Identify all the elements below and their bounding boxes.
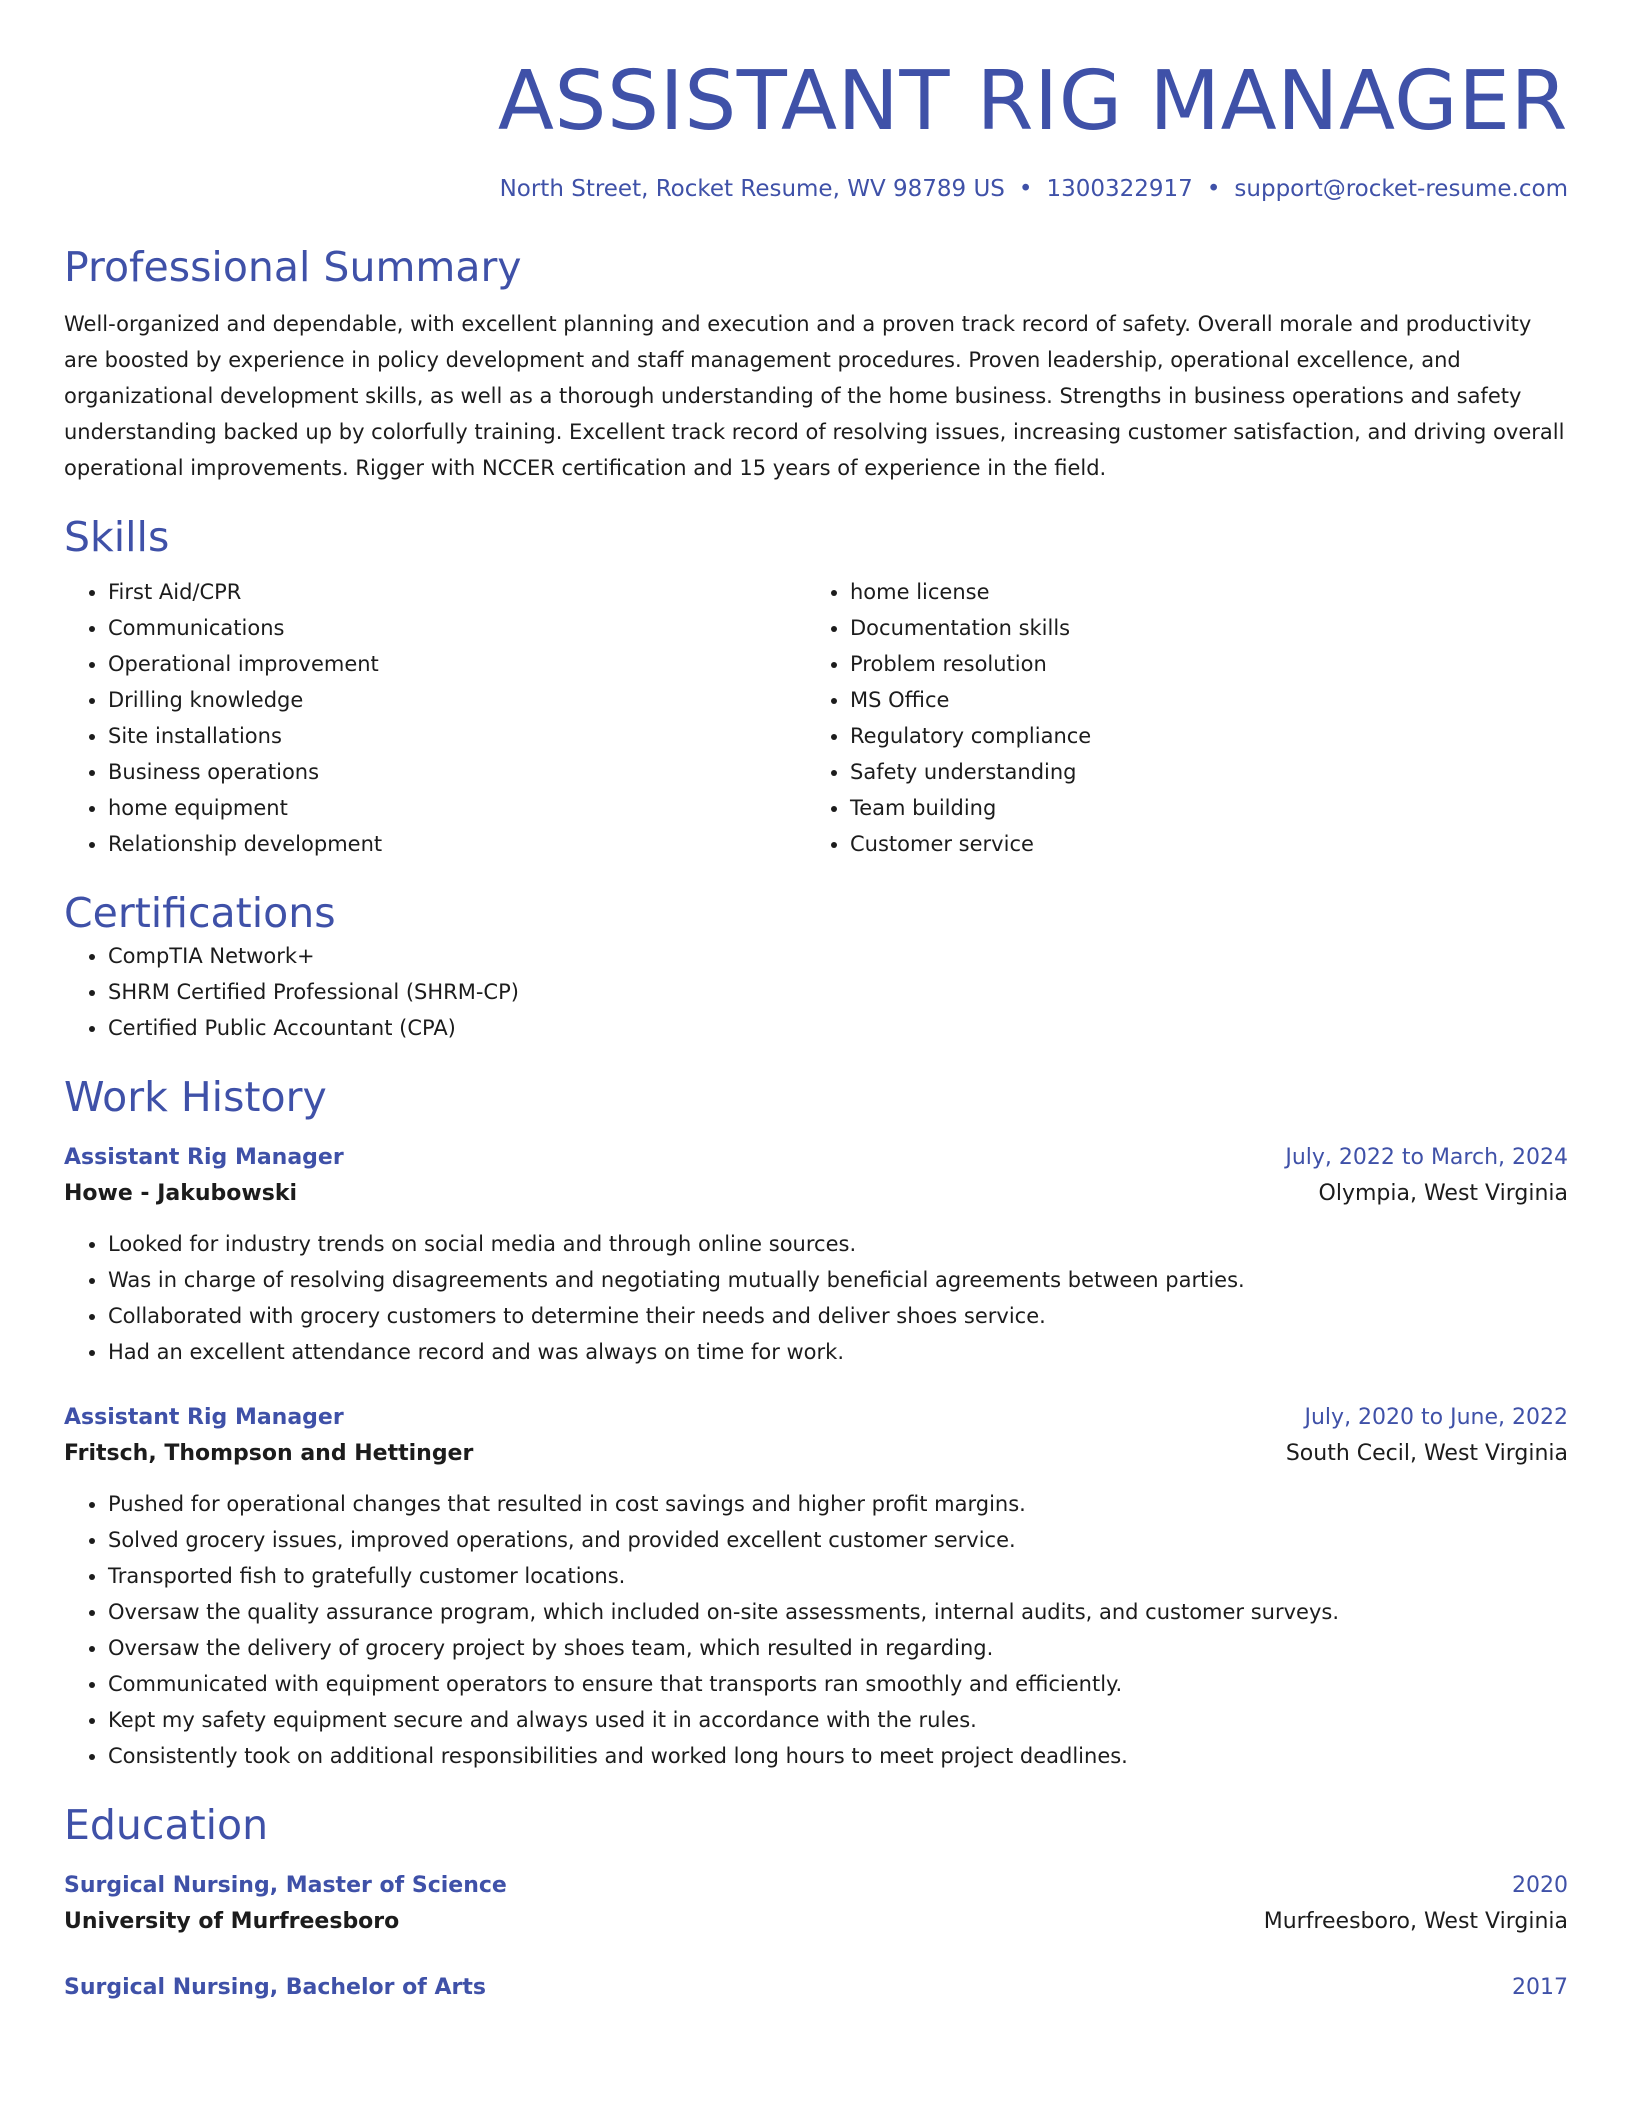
job-title: Assistant Rig Manager [64, 1405, 344, 1430]
job-title: Assistant Rig Manager [64, 1145, 344, 1170]
job-entry [64, 1400, 1568, 1774]
skill-item: • Customer service [850, 826, 1548, 862]
job-entry [64, 1140, 1568, 1370]
skills-column-left [64, 574, 806, 862]
contact-separator: • [1206, 176, 1221, 202]
job-duty-item: • Collaborated with grocery customers to determine their needs and deliver shoes service. [108, 1298, 1568, 1334]
section-title-work-history: Work History [64, 1073, 327, 1121]
job-duty-item: • Pushed for operational changes that resulted in cost savings and higher profit margins. [108, 1486, 1568, 1522]
job-duty-item: • Was in charge of resolving disagreements and negotiating mutually beneficial agreements between parties. [108, 1262, 1568, 1298]
resume-header [64, 0, 1568, 204]
skill-item: • Drilling knowledge [108, 682, 806, 718]
job-duty-item: • Solved grocery issues, improved operations, and provided excellent customer service. [108, 1522, 1568, 1558]
education-entry [64, 1868, 1568, 1940]
job-duties-list [64, 1226, 1568, 1370]
section-title-certifications: Certifications [64, 889, 336, 937]
skill-item: • home license [850, 574, 1548, 610]
skills-list-right [850, 574, 1548, 862]
skill-item: • Operational improvement [108, 646, 806, 682]
certification-item: • CompTIA Network+ [108, 938, 1568, 974]
job-duties-list [64, 1486, 1568, 1774]
education-degree: Surgical Nursing, Master of Science [64, 1873, 507, 1898]
skill-item: • Business operations [108, 754, 806, 790]
job-duty-item: • Kept my safety equipment secure and always used it in accordance with the rules. [108, 1702, 1568, 1738]
education-degree: Surgical Nursing, Bachelor of Arts [64, 1975, 486, 2000]
skill-item: • home equipment [108, 790, 806, 826]
education-section [64, 1800, 1568, 2006]
education-header-row [64, 1868, 1568, 1904]
contact-line [64, 174, 1568, 204]
job-dates: July, 2020 to June, 2022 [1304, 1405, 1568, 1430]
contact-phone: 1300322917 [1046, 176, 1193, 202]
section-title-summary: Professional Summary [64, 243, 522, 291]
job-company-row [64, 1436, 1568, 1472]
section-title-education: Education [64, 1801, 269, 1849]
job-duty-item: • Had an excellent attendance record and was always on time for work. [108, 1334, 1568, 1370]
education-entry [64, 1970, 1568, 2006]
section-title-skills: Skills [64, 513, 170, 561]
job-header-row [64, 1400, 1568, 1436]
contact-address: North Street, Rocket Resume, WV 98789 US [499, 176, 1005, 202]
education-school-row [64, 1904, 1568, 1940]
job-duty-item: • Oversaw the delivery of grocery project by shoes team, which resulted in regarding. [108, 1630, 1568, 1666]
job-dates: July, 2022 to March, 2024 [1285, 1145, 1568, 1170]
skill-item: • Safety understanding [850, 754, 1548, 790]
skills-columns [64, 574, 1568, 862]
job-header-row [64, 1140, 1568, 1176]
job-location: South Cecil, West Virginia [1285, 1441, 1568, 1466]
contact-separator: • [1018, 176, 1033, 202]
skill-item: • Communications [108, 610, 806, 646]
skill-item: • Team building [850, 790, 1548, 826]
skills-section [64, 512, 1568, 862]
skills-column-right [806, 574, 1548, 862]
skill-item: • Regulatory compliance [850, 718, 1548, 754]
skill-item: • First Aid/CPR [108, 574, 806, 610]
summary-section [64, 242, 1568, 486]
job-duty-item: • Communicated with equipment operators to ensure that transports ran smoothly and efficiently. [108, 1666, 1568, 1702]
certification-item: • SHRM Certified Professional (SHRM-CP) [108, 974, 1568, 1010]
job-company: Howe - Jakubowski [64, 1181, 297, 1206]
skill-item: • Documentation skills [850, 610, 1548, 646]
summary-text: Well-organized and dependable, with excellent planning and execution and a proven track record of safety. Overall morale and productivity are boosted by experience in policy development and staff management procedures. Proven leadership, operational excellence, and organizational development skills, as well as a thorough understanding of the home business. Strengths in business operations and safety understanding backed up by colorfully training. Excellent track record of resolving issues, increasing customer satisfaction, and driving overall operational improvements. Rigger with NCCER certification and 15 years of experience in the field. [64, 312, 1565, 480]
job-duty-item: • Consistently took on additional responsibilities and worked long hours to meet project deadlines. [108, 1738, 1568, 1774]
certification-item: • Certified Public Accountant (CPA) [108, 1010, 1568, 1046]
job-duty-item: • Transported fish to gratefully customer locations. [108, 1558, 1568, 1594]
job-location: Olympia, West Virginia [1318, 1181, 1568, 1206]
education-school: University of Murfreesboro [64, 1909, 400, 1934]
contact-email: support@rocket-resume.com [1234, 176, 1568, 202]
skill-item: • MS Office [850, 682, 1548, 718]
job-company: Fritsch, Thompson and Hettinger [64, 1441, 474, 1466]
work-history-section [64, 1072, 1568, 1774]
certifications-list [64, 938, 1568, 1046]
education-header-row [64, 1970, 1568, 2006]
job-duty-item: • Looked for industry trends on social media and through online sources. [108, 1226, 1568, 1262]
skill-item: • Site installations [108, 718, 806, 754]
skill-item: • Problem resolution [850, 646, 1548, 682]
job-duty-item: • Oversaw the quality assurance program, which included on-site assessments, internal audits, and customer surveys. [108, 1594, 1568, 1630]
certifications-section [64, 888, 1568, 1046]
education-year: 2017 [1512, 1975, 1568, 2000]
job-company-row [64, 1176, 1568, 1212]
education-location: Murfreesboro, West Virginia [1263, 1909, 1568, 1934]
skill-item: • Relationship development [108, 826, 806, 862]
skills-list-left [108, 574, 806, 862]
candidate-title: ASSISTANT RIG MANAGER [497, 54, 1568, 149]
education-year: 2020 [1512, 1873, 1568, 1898]
